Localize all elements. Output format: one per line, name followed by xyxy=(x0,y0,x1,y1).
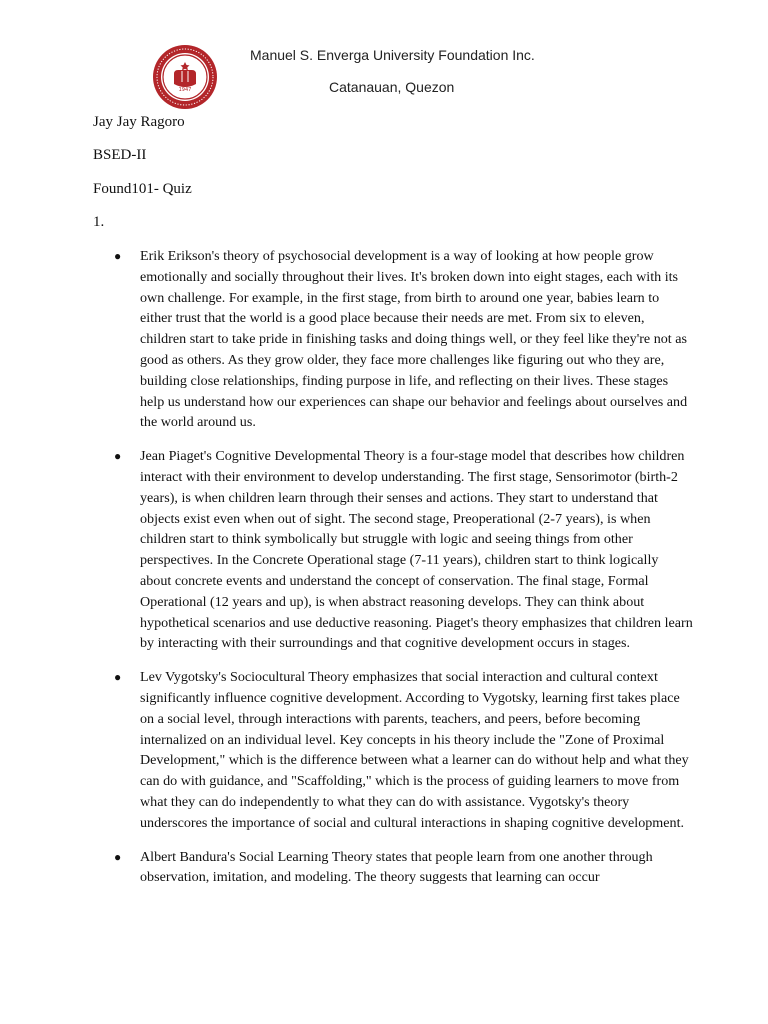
list-item xyxy=(113,246,693,433)
answer-list xyxy=(113,246,693,901)
university-name: Manuel S. Enverga University Foundation Inc. xyxy=(250,47,535,63)
student-course: BSED-II xyxy=(93,147,147,163)
bullet-icon: ● xyxy=(114,849,122,864)
answer-piaget: Jean Piaget's Cognitive Developmental Theory is a four-stage model that describes how children interact with their environment to develop understanding. The first stage, Sensorimotor (birth-2 years), is when children learn through their senses and actions. They start to understand that objects exist even when out of sight. The second stage, Preoperational (2-7 years), is when children start to think symbolically but struggle with logic and seeing things from other perspectives. In the Concrete Operational stage (7-11 years), children start to think logically about concrete events and understand the concept of conservation. The final stage, Formal Operational (12 years and up), is when abstract reasoning develops. They can think about hypothetical scenarios and use deductive reasoning. Piaget's theory emphasizes that children learn by interacting with their surroundings and that cognitive development occurs in stages. xyxy=(140,448,693,652)
quiz-title: Found101- Quiz xyxy=(93,181,192,197)
student-name: Jay Jay Ragoro xyxy=(93,114,185,130)
university-seal-icon xyxy=(152,44,218,110)
bullet-icon: ● xyxy=(114,449,122,464)
list-item xyxy=(113,667,693,833)
bullet-icon: ● xyxy=(114,670,122,685)
bullet-icon: ● xyxy=(114,249,122,263)
list-item xyxy=(113,446,693,654)
svg-text:1947: 1947 xyxy=(178,87,192,93)
university-location: Catanauan, Quezon xyxy=(329,79,455,95)
answer-erikson: Erik Erikson's theory of psychosocial development is a way of looking at how people grow emotionally and socially throughout their lives. It's broken down into eight stages, each with its own challenge. For example, in the first stage, from birth to around one year, babies learn to either trust that the world is a good place because their needs are met. From six to eleven, children start to take pride in finishing tasks and doing things well, or they feel like they're not as good as others. As they grow older, they face more challenges like figuring out who they are, building close relationships, finding purpose in life, and reflecting on their lives. These stages help us understand how our experiences can shape our behavior and feelings about ourselves and the world around us. xyxy=(140,248,688,431)
answer-vygotsky: Lev Vygotsky's Sociocultural Theory emphasizes that social interaction and cultural context significantly influence cognitive development. According to Vygotsky, learning first takes place on a social level, through interactions with parents, teachers, and peers, before becoming internalized on an individual level. Key concepts in his theory include the "Zone of Proximal Development," which is the difference between what a learner can do without help and what they can do with guidance, and "Scaffolding," which is the process of guiding learners to move from what they can do independently to what they can do with assistance. Vygotsky's theory underscores the importance of social and cultural interactions in shaping cognitive development. xyxy=(140,669,689,831)
item-number: 1. xyxy=(93,214,105,230)
answer-bandura: Albert Bandura's Social Learning Theory states that people learn from one another through observation, imitation, and modeling. The theory suggests that learning can occur xyxy=(140,848,653,886)
list-item xyxy=(113,847,693,889)
